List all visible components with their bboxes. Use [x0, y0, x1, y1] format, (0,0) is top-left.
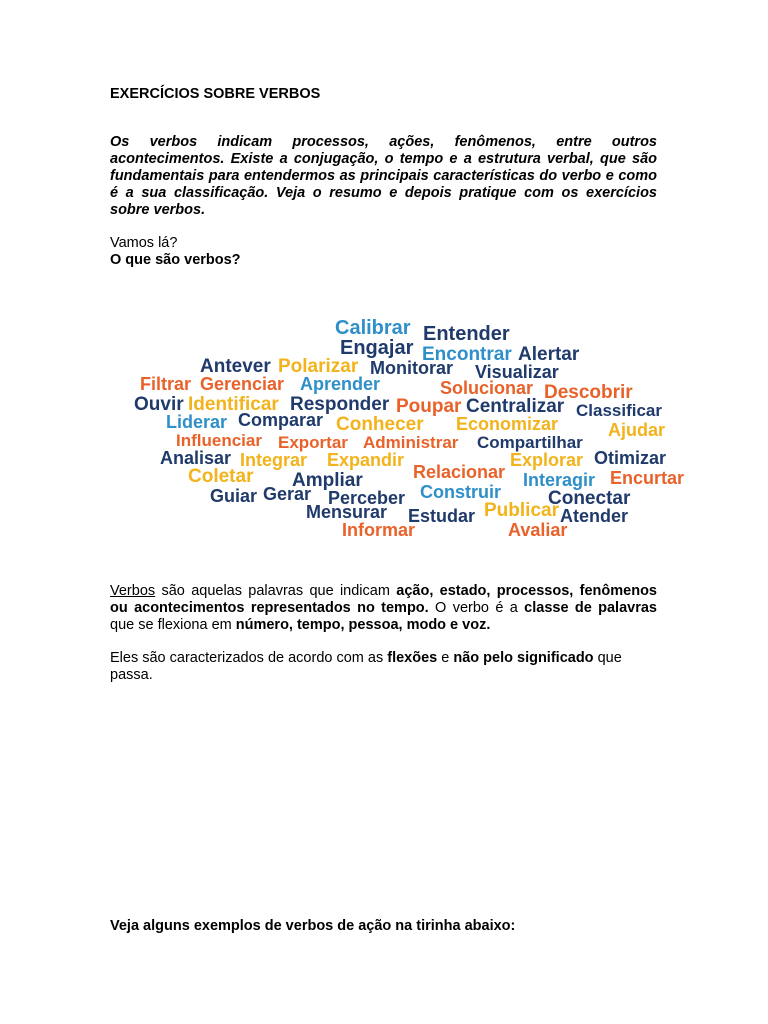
word-classificar: Classificar	[576, 401, 662, 420]
word-avaliar: Avaliar	[508, 520, 568, 540]
section-question: O que são verbos?	[110, 252, 241, 268]
word-responder: Responder	[290, 394, 390, 415]
word-gerar: Gerar	[263, 484, 312, 504]
flex-text-c: e	[437, 650, 454, 666]
word-exportar: Exportar	[278, 433, 348, 452]
word-informar: Informar	[342, 520, 416, 540]
word-visualizar: Visualizar	[475, 362, 559, 382]
word-expandir: Expandir	[327, 450, 405, 470]
word-encurtar: Encurtar	[610, 468, 685, 488]
word-solucionar: Solucionar	[440, 378, 534, 398]
word-aprender: Aprender	[300, 374, 381, 394]
verb-word-cloud	[120, 306, 700, 546]
word-gerenciar: Gerenciar	[200, 374, 285, 394]
flex-bold-b: flexões	[387, 650, 438, 666]
word-integrar: Integrar	[240, 450, 308, 470]
word-encontrar: Encontrar	[422, 344, 512, 365]
word-conectar: Conectar	[548, 488, 631, 509]
word-mensurar: Mensurar	[306, 502, 388, 522]
def-bold-f: número, tempo, pessoa, modo e voz.	[235, 617, 491, 633]
word-poupar: Poupar	[396, 396, 462, 417]
word-relacionar: Relacionar	[413, 462, 506, 482]
word-ouvir: Ouvir	[134, 394, 184, 415]
word-calibrar: Calibrar	[335, 317, 411, 339]
word-filtrar: Filtrar	[140, 374, 192, 394]
definition-paragraph	[110, 583, 657, 634]
flex-text-a: Eles são caracterizados de acordo com as	[110, 650, 388, 666]
verbos-link[interactable]: Verbos	[110, 583, 156, 599]
word-centralizar: Centralizar	[466, 396, 565, 417]
word-polarizar: Polarizar	[278, 356, 359, 377]
word-influenciar: Influenciar	[176, 431, 262, 450]
word-guiar: Guiar	[210, 486, 258, 506]
word-antever: Antever	[200, 356, 271, 377]
word-economizar: Economizar	[456, 414, 559, 434]
examples-heading: Veja alguns exemplos de verbos de ação na tirinha abaixo:	[110, 918, 516, 934]
word-atender: Atender	[560, 506, 629, 526]
word-compartilhar: Compartilhar	[477, 433, 583, 452]
flex-text-e: que passa.	[110, 650, 622, 683]
word-descobrir: Descobrir	[544, 382, 633, 403]
word-construir: Construir	[420, 482, 501, 502]
word-identificar: Identificar	[188, 394, 279, 415]
vamos-la-text: Vamos lá?	[110, 235, 178, 251]
word-ajudar: Ajudar	[608, 420, 666, 440]
def-bold-b: ação, estado, processos, fenômenos ou acontecimentos representados no tempo.	[110, 583, 657, 616]
word-cloud-svg	[120, 306, 700, 546]
word-entender: Entender	[423, 323, 510, 345]
word-liderar: Liderar	[166, 412, 228, 432]
page-title: EXERCÍCIOS SOBRE VERBOS	[110, 86, 321, 102]
word-engajar: Engajar	[340, 337, 414, 359]
word-ampliar: Ampliar	[292, 470, 363, 491]
word-comparar: Comparar	[238, 410, 324, 430]
word-interagir: Interagir	[523, 470, 596, 490]
word-explorar: Explorar	[510, 450, 584, 470]
word-publicar: Publicar	[484, 500, 559, 521]
word-alertar: Alertar	[518, 344, 580, 365]
word-administrar: Administrar	[363, 433, 459, 452]
def-text-e: que se flexiona em	[110, 617, 236, 633]
word-otimizar: Otimizar	[594, 448, 667, 468]
word-coletar: Coletar	[188, 466, 254, 487]
word-estudar: Estudar	[408, 506, 476, 526]
word-perceber: Perceber	[328, 488, 406, 508]
def-bold-d: classe de palavras	[524, 600, 657, 616]
flex-bold-d: não pelo significado	[453, 650, 594, 666]
word-conhecer: Conhecer	[336, 414, 424, 435]
intro-paragraph: Os verbos indicam processos, ações, fenômenos, entre outros acontecimentos. Existe a conjugação, o tempo e a estrutura verbal, que são fundamentais para entendermos as principais características do verbo e como é a sua classificação. Veja o resumo e depois pratique com os exercícios sobre verbos.	[110, 134, 657, 218]
flexoes-paragraph	[110, 650, 657, 684]
word-monitorar: Monitorar	[370, 358, 453, 378]
def-text-c: O verbo é a	[428, 600, 525, 616]
def-text-a: são aquelas palavras que indicam	[155, 583, 397, 599]
word-analisar: Analisar	[160, 448, 232, 468]
